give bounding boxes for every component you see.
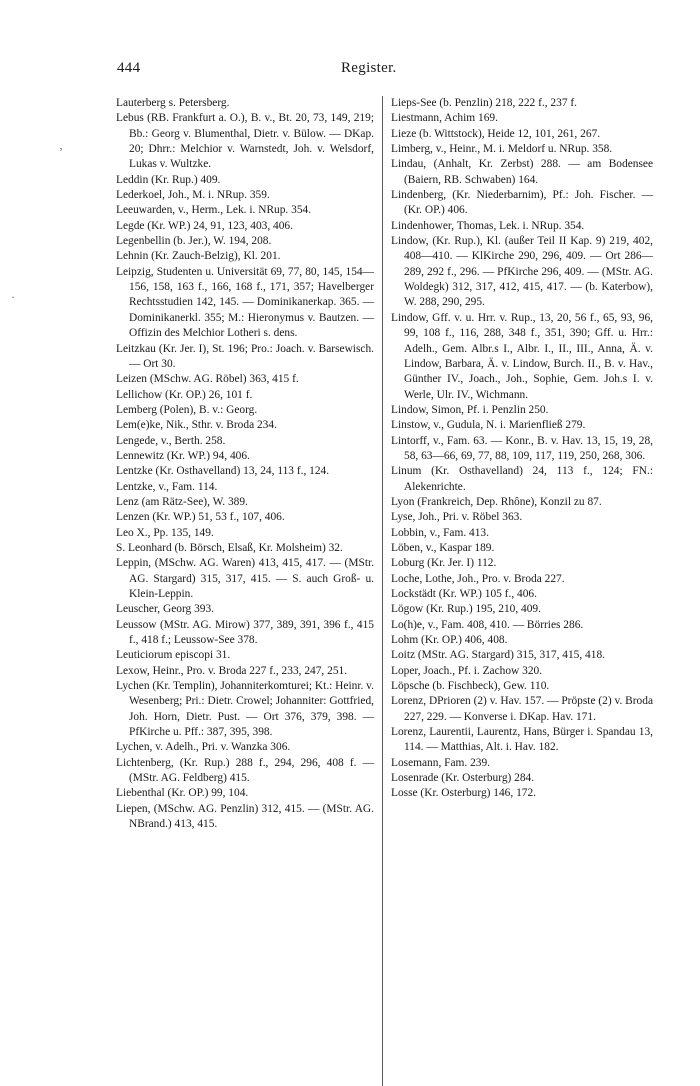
index-entry: Liestmann, Achim 169. <box>391 112 498 125</box>
index-entry: Losse (Kr. Osterburg) 146, 172. <box>391 787 537 800</box>
index-column-right <box>391 96 653 802</box>
index-entry: Lyon (Frankreich, Dep. Rhône), Konzil zu 87. <box>391 495 602 508</box>
index-entry: Lögow (Kr. Rup.) 195, 210, 409. <box>391 603 541 616</box>
index-entry: Lindow, Simon, Pf. i. Penzlin 250. <box>391 403 549 416</box>
index-entry: Lennewitz (Kr. WP.) 94, 406. <box>116 449 250 462</box>
index-entry: Liebenthal (Kr. OP.) 99, 104. <box>116 787 249 800</box>
index-entry: Lellichow (Kr. OP.) 26, 101 f. <box>116 388 253 401</box>
index-entry: Leeuwarden, v., Herm., Lek. i. NRup. 354. <box>116 204 312 217</box>
index-entry: Loper, Joach., Pf. i. Zachow 320. <box>391 664 543 677</box>
index-entry: Lichtenberg, (Kr. Rup.) 288 f., 294, 296, 408 f. — (MStr. AG. Feldberg) 415. <box>116 756 374 785</box>
index-column-left <box>116 96 374 833</box>
index-entry: Leuscher, Georg 393. <box>116 603 215 616</box>
index-entry: Lo(h)e, v., Fam. 408, 410. — Börries 286. <box>391 618 584 631</box>
index-entry: Lemberg (Polen), B. v.: Georg. <box>116 403 258 416</box>
index-entry: Lohm (Kr. OP.) 406, 408. <box>391 634 508 647</box>
index-entry: Lintorff, v., Fam. 63. — Konr., B. v. Hav. 13, 15, 19, 28, 58, 63—66, 69, 77, 88, 109, 117, 119, 250, 268, 306. <box>391 434 653 462</box>
index-entry: Leizen (MSchw. AG. Röbel) 363, 415 f. <box>116 373 299 386</box>
index-entry: Lengede, v., Berth. 258. <box>116 434 226 447</box>
index-entry: Lebus (RB. Frankfurt a. O.), B. v., Bt. 20, 73, 149, 219; Bb.: Georg v. Blumenthal, Dietr. v. Bülow. — DKap. 20; Dhrr.: Melchior v. Warnstedt, Joh. v. Welsdorf, Lukas v. Wultzke. <box>116 112 374 171</box>
index-entry: Leussow (MStr. AG. Mirow) 377, 389, 391, 396 f., 415 f., 418 f.; Leussow-See 378. <box>116 618 374 647</box>
stray-mark: ‚ <box>59 138 63 152</box>
stray-mark: · <box>11 290 15 304</box>
index-entry: Lehnin (Kr. Zauch-Belzig), Kl. 201. <box>116 250 281 263</box>
index-entry: Legde (Kr. WP.) 24, 91, 123, 403, 406. <box>116 219 293 232</box>
index-entry: Lorenz, Laurentii, Laurentz, Hans, Bürger i. Spandau 13, 114. — Matthias, Alt. i. Hav. 182. <box>391 726 653 754</box>
index-entry: Leitzkau (Kr. Jer. I), St. 196; Pro.: Joach. v. Barsewisch. — Ort 30. <box>116 342 374 370</box>
index-entry: Leppin, (MSchw. AG. Waren) 413, 415, 417. — (MStr. AG. Stargard) 315, 317, 415. — S. auch Groß- u. Klein-Leppin. <box>116 557 374 600</box>
index-entry: Losenrade (Kr. Osterburg) 284. <box>391 772 535 785</box>
index-entry: S. Leonhard (b. Börsch, Elsaß, Kr. Molsheim) 32. <box>116 541 343 554</box>
index-entry: Lentzke (Kr. Osthavelland) 13, 24, 113 f., 124. <box>116 465 330 478</box>
index-entry: Löben, v., Kaspar 189. <box>391 541 495 554</box>
index-entry: Lenz (am Rätz-See), W. 389. <box>116 495 248 508</box>
index-entry: Lockstädt (Kr. WP.) 105 f., 406. <box>391 588 537 600</box>
index-entry: Linum (Kr. Osthavelland) 24, 113 f., 124; FN.: Alekenrichte. <box>391 465 653 493</box>
index-entry: Loburg (Kr. Jer. I) 112. <box>391 557 497 570</box>
index-entry: Lederkoel, Joh., M. i. NRup. 359. <box>116 189 270 202</box>
index-entry: Leo X., Pp. 135, 149. <box>116 526 214 539</box>
index-entry: Liepen, (MSchw. AG. Penzlin) 312, 415. — (MStr. AG. NBrand.) 413, 415. <box>116 802 374 831</box>
page-header-title: Register. <box>341 60 397 76</box>
index-entry: Lieps-See (b. Penzlin) 218, 222 f., 237 f. <box>391 97 578 109</box>
index-entry: Lentzke, v., Fam. 114. <box>116 480 218 493</box>
index-entry: Loitz (MStr. AG. Stargard) 315, 317, 415, 418. <box>391 649 605 662</box>
index-entry: Lyse, Joh., Pri. v. Röbel 363. <box>391 511 523 524</box>
index-entry: Linstow, v., Gudula, N. i. Marienfließ 279. <box>391 419 586 432</box>
index-entry: Löpsche (b. Fischbeck), Gew. 110. <box>391 680 550 693</box>
index-entry: Losemann, Fam. 239. <box>391 756 491 769</box>
index-entry: Lindow, (Kr. Rup.), Kl. (außer Teil II Kap. 9) 219, 402, 408—410. — KlKirche 290, 296, 409. — Ort 286—289, 292 f., 296. — PfKirche 296, 409. — (MStr. AG. Woldegk) 312, 317, 412, 415, 417. — (b. Katerbow), W. 288, 290, 295. <box>391 235 653 309</box>
index-entry: Lobbin, v., Fam. 413. <box>391 526 489 539</box>
index-entry: Leipzig, Studenten u. Universität 69, 77, 80, 145, 154—156, 158, 163 f., 166, 168 f., 171, 357; Havelberger Rechtsstudien 142, 145. — Dominikanerkap. 365. — Dominikanerkl. 355; M.: Hieronymus v. Bautzen. — Offizin des Melchior Lotheri s. dens. <box>116 265 374 340</box>
index-entry: Legenbellin (b. Jer.), W. 194, 208. <box>116 235 272 248</box>
index-entry: Lauterberg s. Petersberg. <box>116 97 230 109</box>
index-entry: Lindenhower, Thomas, Lek. i. NRup. 354. <box>391 219 585 232</box>
index-entry: Lorenz, DPrioren (2) v. Hav. 157. — Pröpste (2) v. Broda 227, 229. — Konverse i. DKap. Hav. 171. <box>391 695 653 723</box>
index-entry: Leddin (Kr. Rup.) 409. <box>116 173 221 186</box>
index-entry: Leuticiorum episcopi 31. <box>116 649 231 662</box>
index-entry: Lychen, v. Adelh., Pri. v. Wanzka 306. <box>116 741 291 754</box>
index-entry: Lem(e)ke, Nik., Sthr. v. Broda 234. <box>116 419 277 432</box>
index-entry: Lindow, Gff. v. u. Hrr. v. Rup., 13, 20, 56 f., 65, 93, 96, 99, 108 f., 116, 288, 348 f., 351, 390; Gff. u. Hrr.: Adelh., Gem. Albr.s I., Albr. I., II., III., Anna, Ä. v. Lindow, Barbara, Ä. v. Lindow, Burch. II., B. v. Hav., Günther IV., Joach., Joh., Sophie, Gem. Joh.s I. v. Werle, Ulr. IV., Wichmann. <box>391 311 653 401</box>
index-entry: Loche, Lothe, Joh., Pro. v. Broda 227. <box>391 572 565 585</box>
index-entry: Limberg, v., Heinr., M. i. Meldorf u. NRup. 358. <box>391 143 613 156</box>
index-entry: Lexow, Heinr., Pro. v. Broda 227 f., 233, 247, 251. <box>116 664 348 677</box>
index-entry: Lieze (b. Wittstock), Heide 12, 101, 261, 267. <box>391 127 601 140</box>
index-entry: Lenzen (Kr. WP.) 51, 53 f., 107, 406. <box>116 511 285 524</box>
column-divider <box>382 96 383 1086</box>
page-number: 444 <box>117 60 141 76</box>
index-entry: Lindau, (Anhalt, Kr. Zerbst) 288. — am Bodensee (Baiern, RB. Schwaben) 164. <box>391 158 653 186</box>
index-entry: Lychen (Kr. Templin), Johanniterkomturei; Kt.: Heinr. v. Wesenberg; Pri.: Dietr. Crowel; Johanniter: Gottfried, Joh. Horn, Dietr. Pust. — Ort 376, 379, 398. — PfKirche u. Pff.: 387, 395, 398. <box>116 680 374 739</box>
index-entry: Lindenberg, (Kr. Niederbarnim), Pf.: Joh. Fischer. — (Kr. OP.) 406. <box>391 189 653 217</box>
